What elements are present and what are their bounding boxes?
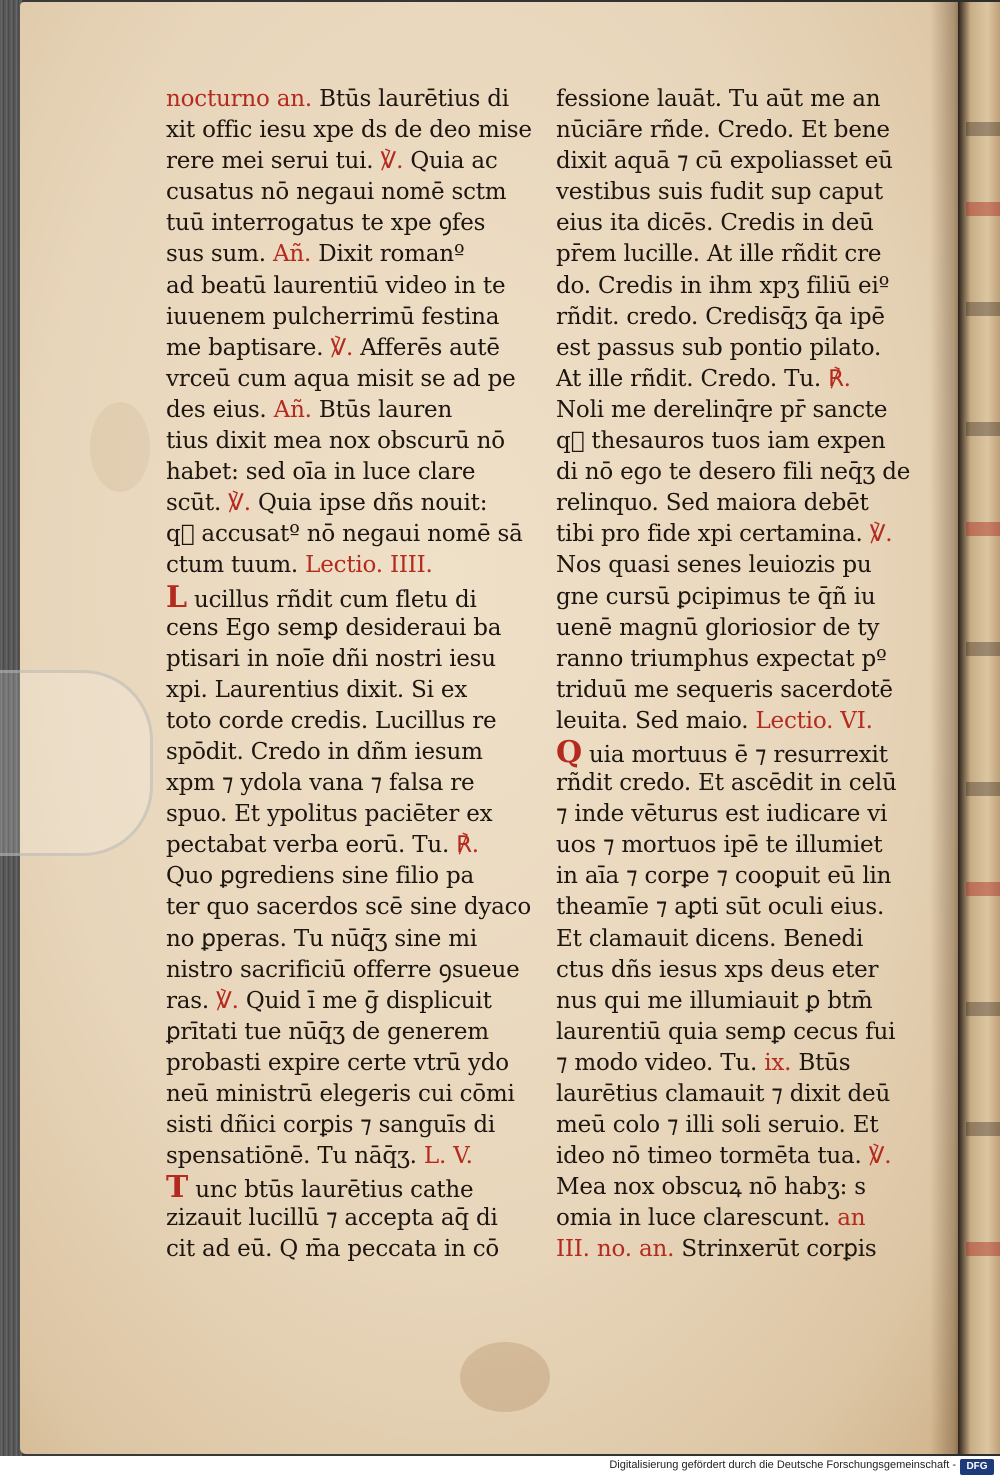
text-line [556, 1017, 916, 1048]
text-line [166, 924, 526, 955]
text-segment: uos ⁊ mortuos ipē te illumiet [556, 832, 883, 859]
text-segment: Dixit romanº [311, 241, 465, 268]
text-line [166, 613, 526, 644]
text-segment: spōdit. Credo in dñm iesum [166, 738, 483, 765]
rubric-text: ix. [764, 1049, 792, 1076]
text-segment: laurentiū quia semꝑ cecus fui [556, 1018, 896, 1045]
text-segment: spensatiōnē. Tu nāq̄ʒ. [166, 1143, 424, 1170]
text-line [166, 333, 526, 364]
text-segment: neū ministrū elegeris cui cōmi [166, 1081, 515, 1107]
text-line [556, 1141, 916, 1172]
text-line [556, 706, 916, 737]
text-line [556, 84, 916, 115]
text-line [556, 302, 916, 333]
text-segment: ranno triumphus expectat pº [556, 645, 887, 672]
text-segment: triduū me sequeris sacerdotē [556, 676, 893, 703]
text-line [166, 644, 526, 675]
rubric-text: nocturno an. [166, 86, 312, 112]
text-segment: toto corde credis. Lucillus re [166, 707, 497, 734]
text-segment: Afferēs autē [353, 334, 500, 361]
text-line [166, 1170, 526, 1206]
text-segment: Mea nox obscuꝝ nō habʒ: s [556, 1174, 866, 1201]
text-line [166, 519, 526, 550]
text-segment: tibi pro fide xpi certamina. [556, 521, 870, 548]
text-segment: zizauit lucillū ⁊ accepta aq̄ di [166, 1205, 498, 1232]
rubric-text: Lectio. IIII. [305, 552, 433, 579]
text-line [166, 208, 526, 239]
footer-credit: Digitalisierung gefördert durch die Deutsche Forschungsgemeinschaft - [609, 1459, 956, 1471]
text-segment: fessione lauāt. Tu aūt me an [556, 86, 881, 112]
text-line [556, 271, 916, 302]
text-line [556, 488, 916, 519]
text-segment: meū colo ⁊ illi soli seruio. Et [556, 1112, 879, 1139]
text-segment: ⁊ modo video. Tu. [556, 1049, 765, 1076]
text-line [556, 1172, 916, 1203]
text-segment: Quo ꝑgrediens sine filio pa [166, 863, 475, 890]
text-segment: dixit aquā ⁊ cū expoliasset eū [556, 148, 893, 175]
text-segment: tuū interrogatus te xpe ꝯfes [166, 210, 486, 237]
text-line [166, 177, 526, 208]
text-segment: rere mei serui tui. [166, 148, 381, 175]
text-column-right [556, 84, 916, 1266]
text-segment: nūciāre rñde. Credo. Et bene [556, 117, 890, 144]
text-segment: do. Credis in ihm xpʒ filiū eiº [556, 272, 890, 299]
rubric-text: L. V. [423, 1143, 473, 1170]
text-segment: Btūs lauren [311, 396, 453, 423]
text-segment: rñdit. credo. Credisq̄ʒ q̄a ipē [556, 303, 885, 330]
rubric-text: an [837, 1205, 866, 1232]
rubric-text: ℟. [828, 365, 851, 392]
text-segment: eius ita dicēs. Credis in deū [556, 210, 874, 237]
text-segment: sisti dñici corꝑis ⁊ sanguīs di [166, 1112, 496, 1139]
text-segment: laurētius clamauit ⁊ dixit deū [556, 1081, 891, 1107]
text-line [166, 861, 526, 892]
text-segment: Et clamauit dicens. Benedi [556, 925, 864, 952]
text-segment: q᷑ thesauros tuos iam expen [556, 428, 886, 455]
text-segment: Nos quasi senes leuiozis pu [556, 552, 872, 579]
text-line [556, 550, 916, 581]
rubric-text: ℣. [228, 490, 251, 517]
text-line [556, 986, 916, 1017]
text-segment: probasti expire certe vtrū ydo [166, 1049, 509, 1076]
text-segment: nistro sacrificiū offerre ꝯsueue [166, 956, 520, 983]
text-segment: ras. [166, 987, 217, 1014]
text-line [166, 1203, 526, 1234]
text-line [556, 768, 916, 799]
text-segment: ideo nō timeo tormēta tua. [556, 1143, 869, 1170]
footer-bar [0, 1456, 1000, 1478]
text-line [556, 426, 916, 457]
text-segment: est passus sub pontio pilato. [556, 334, 882, 361]
initial-letter: T [166, 1170, 189, 1206]
text-segment: ꝑrītati tue nūq̄ʒ de generem [166, 1018, 489, 1045]
text-line [556, 364, 916, 395]
text-segment: iuuenem pulcherrimū festina [166, 303, 500, 330]
text-segment: xpm ⁊ ydola vana ⁊ falsa re [166, 770, 475, 797]
text-line [166, 706, 526, 737]
text-segment: no ꝑperas. Tu nūq̄ʒ sine mi [166, 925, 478, 952]
text-line [166, 1110, 526, 1141]
initial-letter: L [166, 579, 187, 615]
rubric-text: Añ. [272, 241, 312, 268]
text-line [166, 426, 526, 457]
rubric-text: III. no. an. [556, 1236, 675, 1263]
text-segment: leuita. Sed maio. [556, 707, 756, 734]
text-line [556, 208, 916, 239]
text-segment: ptisari in noīe dñi nostri iesu [166, 645, 496, 672]
text-column-left [166, 84, 532, 1266]
text-line [166, 579, 526, 615]
text-line [166, 395, 526, 426]
text-line [166, 364, 526, 395]
text-line [556, 892, 916, 923]
text-line [556, 177, 916, 208]
text-segment: ucillus rñdit cum fletu di [186, 586, 477, 613]
text-segment: habet: sed oīa in luce clare [166, 459, 476, 486]
text-segment: in aīa ⁊ corꝑe ⁊ cooꝑuit eū lin [556, 863, 892, 890]
text-segment: theamīe ⁊ aꝑti sūt oculi eius. [556, 894, 885, 921]
text-line [556, 457, 916, 488]
text-segment: pectabat verba eorū. Tu. [166, 832, 457, 859]
text-line [556, 1234, 916, 1265]
text-line [556, 955, 916, 986]
text-line [556, 239, 916, 270]
initial-letter: Q [556, 734, 582, 770]
text-line [556, 1079, 916, 1110]
text-line [166, 1017, 526, 1048]
text-line [166, 892, 532, 923]
text-segment: q᷑ accusatº nō negaui nomē sā [166, 521, 523, 548]
text-segment: xpi. Laurentius dixit. Si ex [166, 676, 468, 703]
text-segment: di nō ego te desero fili neq̄ʒ de [556, 459, 911, 486]
text-segment: Quia ac [403, 148, 498, 175]
text-line [166, 1048, 526, 1079]
text-segment: uia mortuus ē ⁊ resurrexit [581, 741, 888, 768]
text-line [166, 550, 526, 581]
text-segment: unc btūs laurētius cathe [188, 1177, 474, 1204]
text-segment: nus qui me illumiauit ꝑ btm̄ [556, 987, 873, 1014]
text-line [556, 146, 916, 177]
text-segment: Quia ipse dñs nouit: [250, 490, 488, 517]
rubric-text: ℣. [330, 334, 354, 361]
rubric-text: ℣. [216, 987, 239, 1014]
text-segment: omia in luce clarescunt. [556, 1205, 838, 1232]
text-segment: scūt. [166, 490, 229, 517]
paper-stain [90, 402, 150, 492]
rubric-text: ℣. [868, 1143, 892, 1170]
text-segment: cusatus nō negaui nomē sctm [166, 179, 507, 206]
text-line [556, 861, 916, 892]
text-segment: ter quo sacerdos scē sine dyaco [166, 894, 532, 921]
text-line [556, 1048, 916, 1079]
page-clip [0, 670, 153, 856]
text-segment: des eius. [166, 396, 274, 423]
text-segment: Quid ī me ḡ displicuit [238, 987, 492, 1014]
text-segment: cit ad eū. Q m̄a peccata in cō [166, 1236, 500, 1263]
text-line [166, 271, 526, 302]
rubric-text: ℟. [456, 832, 479, 859]
text-line [556, 115, 916, 146]
text-segment: gne cursū ꝑcipimus te q̄ñ iu [556, 583, 876, 610]
text-line [556, 613, 916, 644]
text-line [556, 582, 916, 613]
text-line [166, 84, 526, 115]
text-line [166, 146, 526, 177]
text-segment: Btūs laurētius di [312, 86, 509, 112]
text-segment: ⁊ inde vēturus est iudicare vi [556, 801, 888, 828]
text-line [556, 519, 916, 550]
text-line [166, 115, 532, 146]
rubric-text: ℣. [869, 521, 893, 548]
text-segment: me baptisare. [166, 334, 331, 361]
text-line [556, 1203, 916, 1234]
text-segment: vestibus suis fudit sup caput [556, 179, 883, 206]
dfg-logo: DFG [960, 1459, 994, 1475]
text-line [166, 1234, 526, 1265]
text-segment: Noli me derelinq̄re pr̄ sancte [556, 396, 888, 423]
text-line [556, 830, 916, 861]
text-line [556, 333, 916, 364]
text-segment: Strinxerūt corꝑis [674, 1236, 877, 1263]
text-line [166, 457, 526, 488]
text-line [556, 734, 916, 770]
text-segment: relinquo. Sed maiora debēt [556, 490, 869, 517]
text-line [166, 737, 526, 768]
text-segment: cens Ego semꝑ desideraui ba [166, 614, 502, 641]
text-line [166, 799, 526, 830]
text-line [556, 395, 916, 426]
text-line [166, 239, 526, 270]
text-line [166, 986, 526, 1017]
rubric-text: Lectio. VI. [755, 707, 873, 734]
text-line [556, 675, 916, 706]
rubric-text: Añ. [273, 396, 312, 423]
paper-stain [460, 1342, 550, 1412]
text-line [556, 924, 916, 955]
adjacent-page [958, 2, 1000, 1454]
text-line [556, 1110, 916, 1141]
text-line [166, 1079, 526, 1110]
text-line [166, 302, 526, 333]
text-segment: ad beatū laurentiū video in te [166, 272, 506, 299]
text-line [166, 488, 526, 519]
text-line [166, 675, 526, 706]
text-line [166, 1141, 526, 1172]
text-segment: At ille rñdit. Credo. Tu. [556, 365, 829, 392]
text-segment: Btūs [791, 1049, 851, 1076]
text-line [556, 644, 916, 675]
text-line [556, 799, 916, 830]
rubric-text: ℣. [380, 148, 404, 175]
text-line [166, 768, 526, 799]
text-segment: ctum tuum. [166, 552, 306, 579]
text-segment: spuo. Et ypolitus paciēter ex [166, 801, 493, 828]
text-segment: vrceū cum aqua misit se ad pe [166, 365, 516, 392]
text-segment: ctus dñs iesus xps deus eter [556, 956, 879, 983]
text-segment: pr̄em lucille. At ille rñdit cre [556, 241, 882, 268]
text-segment: sus sum. [166, 241, 273, 268]
text-segment: rñdit credo. Et ascēdit in celū [556, 770, 897, 797]
text-line [166, 830, 526, 861]
text-segment: xit offic iesu xpe ds de deo mise [166, 117, 532, 144]
text-segment: uenē magnū gloriosior de ty [556, 614, 880, 641]
text-segment: tius dixit mea nox obscurū nō [166, 428, 505, 455]
text-line [166, 955, 526, 986]
